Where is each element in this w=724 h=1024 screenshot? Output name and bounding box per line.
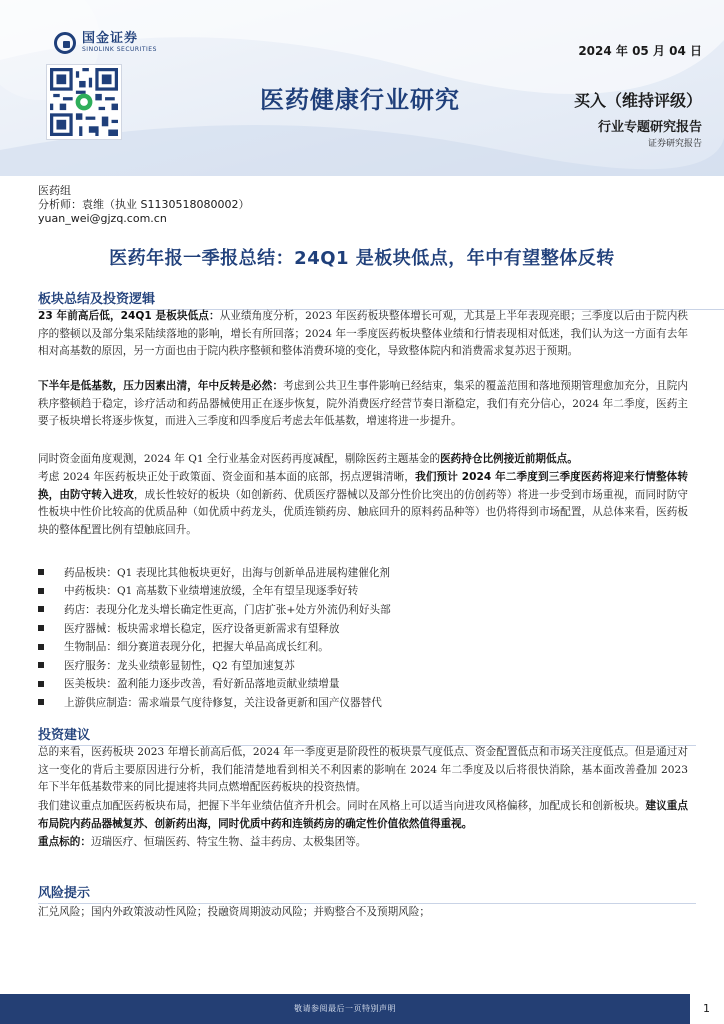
section-heading-investment: 投资建议 <box>38 724 90 743</box>
section-heading-risk: 风险提示 <box>38 882 90 901</box>
bullet-square-icon <box>38 588 44 594</box>
paragraph-body-2: ，成长性较好的板块（如创新药、优质医疗器械以及部分性价比突出的仿创药等）将进一步受到市场重视，而同时防守性板块中性价比较高的优质品种（如优质中药龙头，优质连锁药房、触底回升的原料药品种等）也仍将得到市场配置，从总体来看，医药板块的整体配置比例有望触底回升。 <box>38 488 689 536</box>
industry-title: 医药健康行业研究 <box>260 86 460 114</box>
list-item: 药店：表现分化龙头增长确定性更高，门店扩张+处方外流仍利好头部 <box>38 600 688 619</box>
list-item: 上游供应制造：需求端景气度待修复，关注设备更新和国产仪器替代 <box>38 693 688 712</box>
report-type: 行业专题研究报告 <box>597 120 702 135</box>
paragraph-body: 从业绩角度分析，2023 年医药板块整体增长可观，尤其是上半年表现亮眼；三季度以后由于院内秩序的整顿以及部分集采陆续落地的影响，增长有所回落；2024 年一季度医药板块整体业绩和行情表现相对低迷，我们认为这一方面有去年相对高基数的原因，另一方面也由于院内秩序整顿和整体消费环境的变化，导致整体院内和消费需求复苏迟于预期。 <box>38 310 688 357</box>
paragraph-risk <box>38 904 688 922</box>
analyst-group: 医药组 <box>38 184 71 197</box>
list-item: 医疗器械：板块需求增长稳定，医疗设备更新需求有望释放 <box>38 619 688 638</box>
list-item: 生物制品：细分赛道表现分化，把握大单品高成长红利。 <box>38 637 688 656</box>
list-item: 医疗服务：龙头业绩彰显韧性，Q2 有望加速复苏 <box>38 656 688 675</box>
paragraph-invest-summary <box>38 744 688 797</box>
paragraph-outlook <box>38 469 688 539</box>
paragraph-reversal <box>38 378 688 431</box>
page-footer <box>0 994 724 1024</box>
bullet-square-icon <box>38 662 44 668</box>
bullet-square-icon <box>38 606 44 612</box>
paragraph-body: 考虑到公共卫生事件影响已经结束，集采的覆盖范围和落地预期管理愈加充分，且院内秩序整顿趋于稳定，诊疗活动和药品器械使用正在逐步恢复，院外消费医疗经营节奏日渐稳定，我们有充分信心，2024 年二季度，医药主要子板块增长将逐步恢复，而进入三季度和四季度后考虑去年低基数，增速将进一步提升。 <box>38 380 689 427</box>
report-subtype: 证券研究报告 <box>647 139 702 149</box>
paragraph-emphasis: 建议重点布局院内药品器械复苏、创新药出海，同时优质中药和连锁药房的确定性价值依然值得重视。 <box>38 800 689 830</box>
paragraph-performance <box>38 308 688 361</box>
paragraph-lead: 23 年前高后低，24Q1 是板块低点： <box>38 310 220 322</box>
document-title: 医药年报一季报总结：24Q1 是板块低点，年中有望整体反转 <box>109 248 615 269</box>
paragraph-body: 汇兑风险；国内外政策波动性风险；投融资周期波动风险；并购整合不及预期风险； <box>38 906 430 918</box>
list-item: 中药板块：Q1 高基数下业绩增速放缓，全年有望呈现逐季好转 <box>38 582 688 601</box>
analyst-info <box>38 184 249 226</box>
paragraph-invest-advice <box>38 798 688 833</box>
paragraph-lead: 重点标的： <box>38 836 91 848</box>
report-date: 2024 年 05 月 04 日 <box>578 44 702 58</box>
paragraph-fund-flow <box>38 451 688 469</box>
paragraph-emphasis: 医药持仓比例接近前期低点。 <box>440 453 578 465</box>
footer-disclaimer[interactable]: 敬请参阅最后一页特别声明 <box>294 1004 396 1013</box>
rating-badge: 买入（维持评级） <box>573 91 702 110</box>
logo-icon <box>54 32 76 54</box>
paragraph-body: 总的来看，医药板块 2023 年增长前高后低，2024 年一季度更是阶段性的板块景气度低点、资金配置低点和市场关注度低点。但是通过对这一变化的背后主要原因进行分析，我们能清楚地看到相关不利因素的影响在 2024 年二季度及以后将很快消除，基本面改善叠加 2023 年下半年低基数带来的同比提速将共同点燃增配医药板块的投资热情。 <box>38 746 688 793</box>
analyst-email[interactable]: yuan_wei@gjzq.com.cn <box>38 212 167 225</box>
paragraph-body: 考虑 2024 年医药板块正处于政策面、资金面和基本面的底部，拐点逻辑清晰， <box>38 471 416 483</box>
paragraph-lead: 下半年是低基数，压力因素出清，年中反转是必然： <box>38 380 284 392</box>
section-heading-summary: 板块总结及投资逻辑 <box>38 288 155 307</box>
paragraph-body: 同时资金面角度观测，2024 年 Q1 全行业基金对医药再度减配，剔除医药主题基金的 <box>38 453 441 465</box>
paragraph-body: 我们建议重点加配医药板块布局，把握下半年业绩估值齐升机会。同时在风格上可以适当向进攻风格偏移，加配成长和创新板块。 <box>38 800 646 812</box>
logo-cn-text: 国金证券 <box>82 31 139 46</box>
bullet-square-icon <box>38 569 44 575</box>
bullet-square-icon <box>38 625 44 631</box>
logo-en-text: SINOLINK SECURITIES <box>82 46 157 53</box>
report-header <box>0 0 724 176</box>
analyst-name: 分析师：袁维（执业 S1130518080002） <box>38 198 250 211</box>
paragraph-body: 迈瑞医疗、恒瑞医药、特宝生物、益丰药房、太极集团等。 <box>90 836 367 848</box>
bullet-square-icon <box>38 681 44 687</box>
company-logo <box>54 32 157 54</box>
bullet-square-icon <box>38 644 44 650</box>
list-item: 药品板块：Q1 表现比其他板块更好，出海与创新单品进展构建催化剂 <box>38 563 688 582</box>
page-number: 1 <box>703 1002 710 1015</box>
qr-code-icon <box>46 64 122 140</box>
bullet-square-icon <box>38 699 44 705</box>
sector-bullet-list <box>38 563 688 712</box>
list-item: 医美板块：盈利能力逐步改善，看好新品落地贡献业绩增量 <box>38 675 688 694</box>
paragraph-key-stocks <box>38 834 688 852</box>
paragraph-emphasis: 我们预计 2024 年二季度到三季度医药将迎来行情整体转换，由防守转入进攻 <box>38 471 688 501</box>
